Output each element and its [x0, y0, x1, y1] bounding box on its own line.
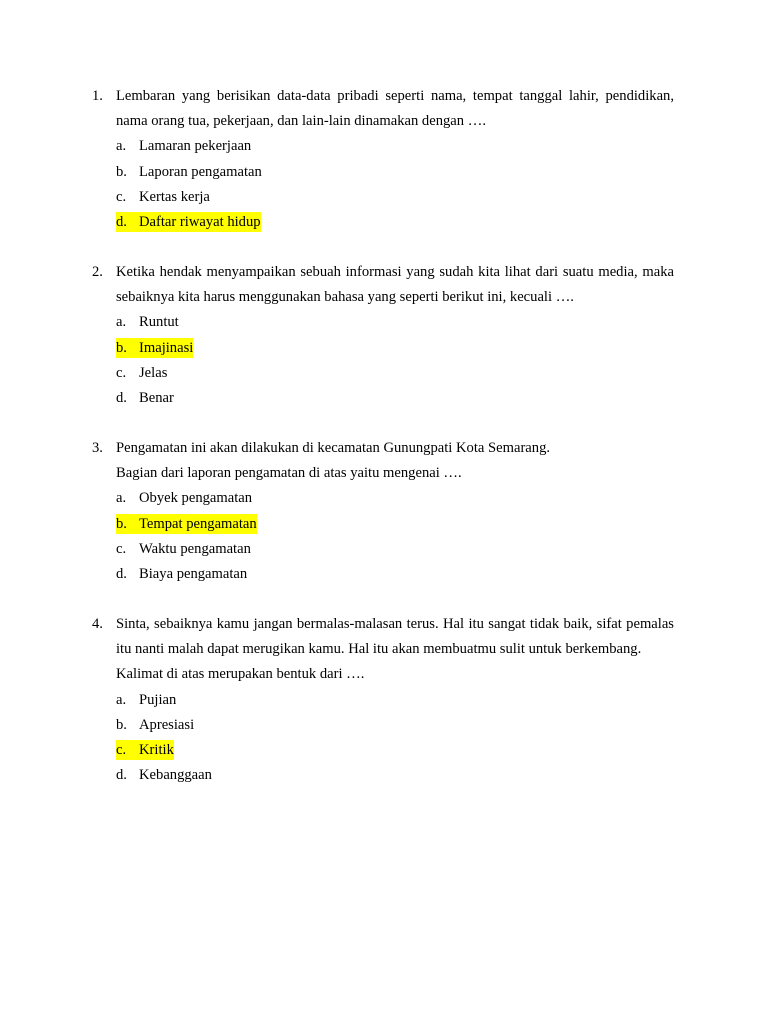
- option-letter: a.: [116, 490, 127, 507]
- option-b: [116, 512, 674, 537]
- option-c: [116, 738, 674, 763]
- answer-options: [116, 486, 674, 587]
- option-a: [116, 310, 674, 335]
- option-text: Imajinasi: [139, 339, 194, 356]
- option-letter: b.: [116, 716, 127, 733]
- question-number: 4.: [92, 616, 103, 632]
- option-letter: a.: [116, 138, 127, 155]
- option-text: Kebanggaan: [139, 767, 212, 784]
- answer-options: [116, 688, 674, 789]
- option-text: Waktu pengamatan: [139, 540, 251, 557]
- option-letter: c.: [116, 364, 127, 381]
- option-letter: c.: [116, 741, 127, 758]
- question-text: Lembaran yang berisikan data-data pribadi seperti nama, tempat tanggal lahir, pendidikan, nama orang tua, pekerjaan, dan lain-lain dinamakan dengan ….: [116, 88, 674, 130]
- option-text: Apresiasi: [139, 716, 195, 733]
- question-number: 1.: [92, 88, 103, 104]
- option-text: Daftar riwayat hidup: [139, 213, 261, 230]
- question-prompt: Bagian dari laporan pengamatan di atas yaitu mengenai ….: [116, 465, 462, 482]
- answer-options: [116, 134, 674, 235]
- option-letter: d.: [116, 565, 127, 582]
- option-text: Kritik: [139, 741, 174, 758]
- option-b: [116, 160, 674, 185]
- option-d: [116, 763, 674, 788]
- question-prompt: Kalimat di atas merupakan bentuk dari ….: [116, 666, 365, 683]
- question-text: Ketika hendak menyampaikan sebuah informasi yang sudah kita lihat dari suatu media, maka sebaiknya kita harus menggunakan bahasa yang seperti berikut ini, kecuali ….: [116, 264, 674, 306]
- option-text: Runtut: [139, 314, 179, 331]
- question-number: 3.: [92, 440, 103, 456]
- question-text: Sinta, sebaiknya kamu jangan bermalas-malasan terus. Hal itu sangat tidak baik, sifat pemalas itu nanti malah dapat merugikan kamu. Hal itu akan membuatmu sulit untuk berkembang.: [116, 616, 674, 658]
- option-letter: d.: [116, 767, 127, 784]
- option-c: [116, 537, 674, 562]
- option-d: [116, 562, 674, 587]
- option-c: [116, 361, 674, 386]
- option-letter: c.: [116, 540, 127, 557]
- option-d: [116, 210, 674, 235]
- option-text: Kertas kerja: [139, 188, 210, 205]
- answer-options: [116, 310, 674, 411]
- option-text: Pujian: [139, 691, 177, 708]
- question-2: [92, 260, 674, 411]
- option-d: [116, 386, 674, 411]
- option-a: [116, 486, 674, 511]
- option-letter: a.: [116, 691, 127, 708]
- option-letter: d.: [116, 213, 127, 230]
- option-text: Jelas: [139, 364, 168, 381]
- option-a: [116, 688, 674, 713]
- option-letter: d.: [116, 389, 127, 406]
- option-b: [116, 713, 674, 738]
- option-letter: a.: [116, 314, 127, 331]
- option-text: Obyek pengamatan: [139, 490, 253, 507]
- option-text: Benar: [139, 389, 174, 406]
- question-text: Pengamatan ini akan dilakukan di kecamatan Gunungpati Kota Semarang.: [116, 440, 551, 456]
- option-text: Lamaran pekerjaan: [139, 138, 252, 155]
- option-c: [116, 185, 674, 210]
- question-3: [92, 436, 674, 587]
- option-letter: b.: [116, 163, 127, 180]
- question-number: 2.: [92, 264, 103, 280]
- option-letter: b.: [116, 339, 127, 356]
- option-letter: b.: [116, 515, 127, 532]
- question-1: [92, 84, 674, 235]
- question-4: [92, 612, 674, 788]
- option-letter: c.: [116, 188, 127, 205]
- option-a: [116, 134, 674, 159]
- option-text: Laporan pengamatan: [139, 163, 262, 180]
- option-b: [116, 336, 674, 361]
- option-text: Biaya pengamatan: [139, 565, 248, 582]
- option-text: Tempat pengamatan: [139, 515, 257, 532]
